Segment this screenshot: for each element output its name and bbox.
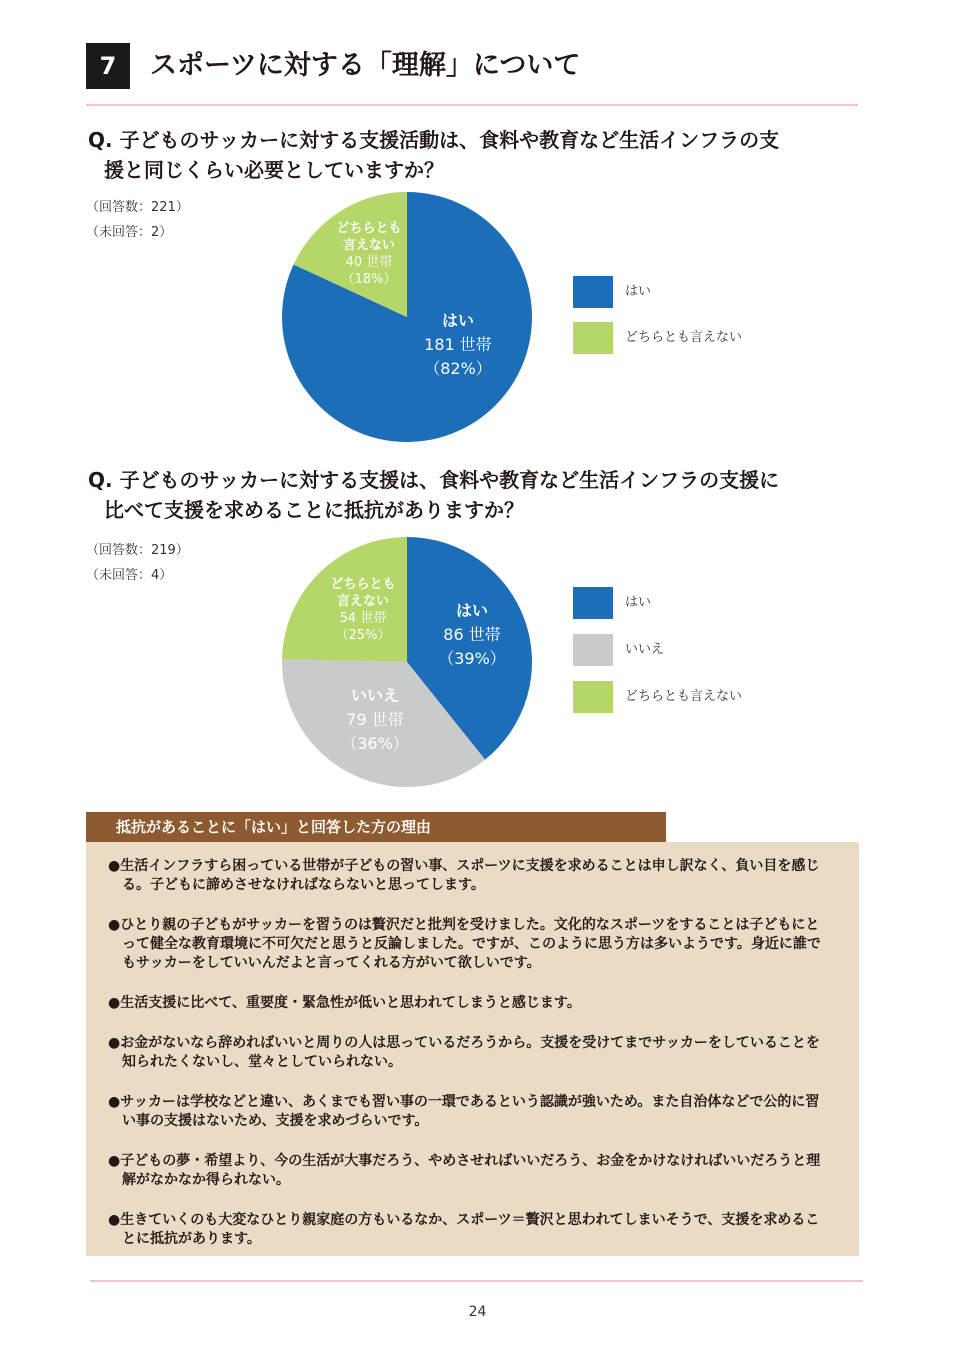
section-number: 7	[86, 43, 130, 89]
q1-legend-label-yes: はい	[625, 284, 652, 299]
q2-legend-item-no	[573, 634, 742, 666]
q1-response-counts	[86, 195, 189, 245]
page-number: 24	[468, 1304, 487, 1320]
q2-pie-slice-label-1: いいえ 79 世帯（36%）	[341, 686, 409, 753]
reason-item: ● 生活支援に比べて、重要度・緊急性が低いと思われてしまうと感じます。	[108, 994, 831, 1013]
question-2	[88, 465, 868, 525]
q1-pie-chart	[280, 190, 534, 444]
q2-pie-slice-label-2: どちらとも言えない 54 世帯（25%）	[330, 577, 396, 643]
reason-item: ● ひとり親の子どもがサッカーを習うのは贅沢だと批判を受けました。文化的なスポーツをすることは子どもにとって健全な教育環境に不可欠だと思うと反論しました。ですが、このように思う方は多いようです。身近に誰でもサッカーをしていいんだよと言ってくれる方がいて欲しいです。	[108, 916, 831, 973]
q2-pie-slice-label-0: はい 86 世帯（39%）	[438, 601, 506, 668]
q2-legend-item-neutral	[573, 681, 742, 713]
q2-answered-count: （回答数：219）	[86, 543, 189, 558]
q1-unanswered-count: （未回答：2）	[86, 225, 173, 240]
q2-pie-chart	[280, 535, 534, 789]
reason-item: ● サッカーは学校などと違い、あくまでも習い事の一環であるという認識が強いため。また自治体などで公的に習い事の支援はないため、支援を求めづらいです。	[108, 1093, 831, 1131]
question-2-line2: 比べて支援を求めることに抵抗がありますか？	[104, 498, 524, 522]
q1-pie-slice-label-0: はい 181 世帯（82%）	[424, 311, 492, 378]
question-1	[88, 125, 868, 185]
section-title: スポーツに対する「理解」について	[150, 50, 581, 81]
q2-legend-swatch-no	[573, 634, 613, 666]
q1-legend	[573, 276, 742, 354]
reasons-box	[86, 842, 859, 1256]
question-2-line1: Q. 子どものサッカーに対する支援は、食料や教育など生活インフラの支援に	[88, 468, 780, 492]
reasons-header: 抵抗があることに「はい」と回答した方の理由	[86, 812, 666, 842]
reason-item: ● 生活インフラすら困っている世帯が子どもの習い事、スポーツに支援を求めることは申し訳なく、負い目を感じる。子どもに諦めさせなければならないと思ってします。	[108, 857, 831, 895]
reason-item: ● 生きていくのも大変なひとり親家庭の方もいるなか、スポーツ＝贅沢と思われてしまいそうで、支援を求めることに抵抗があります。	[108, 1211, 831, 1249]
q2-unanswered-count: （未回答：4）	[86, 568, 173, 583]
question-1-line2: 援と同じくらい必要としていますか？	[104, 158, 444, 182]
q2-legend-label-yes: はい	[625, 595, 652, 610]
reason-item: ● お金がないなら辞めればいいと周りの人は思っているだろうから。支援を受けてまでサッカーをしていることを知られたくないし、堂々としていられない。	[108, 1034, 831, 1072]
q2-legend-label-no: いいえ	[625, 642, 665, 657]
q2-legend-label-neutral: どちらとも言えない	[625, 689, 743, 704]
q1-legend-swatch-yes	[573, 276, 613, 308]
q1-legend-swatch-neutral	[573, 322, 613, 354]
q1-legend-label-neutral: どちらとも言えない	[625, 330, 743, 345]
footer-divider	[90, 1280, 863, 1282]
q1-pie-slice-label-1: どちらとも言えない 40 世帯（18%）	[336, 221, 402, 287]
q2-legend-swatch-neutral	[573, 681, 613, 713]
header-divider	[86, 104, 858, 106]
reason-item: ● 子どもの夢・希望より、今の生活が大事だろう、やめさせればいいだろう、お金をかけなければいいだろうと理解がなかなか得られない。	[108, 1152, 831, 1190]
q1-answered-count: （回答数：221）	[86, 200, 189, 215]
question-1-line1: Q. 子どものサッカーに対する支援活動は、食料や教育など生活インフラの支	[88, 128, 780, 152]
q2-legend	[573, 587, 742, 713]
q2-legend-item-yes	[573, 587, 742, 619]
q1-legend-item-neutral	[573, 322, 742, 354]
q2-legend-swatch-yes	[573, 587, 613, 619]
reasons-list	[86, 842, 859, 1249]
q2-response-counts	[86, 538, 189, 588]
q1-legend-item-yes	[573, 276, 742, 308]
